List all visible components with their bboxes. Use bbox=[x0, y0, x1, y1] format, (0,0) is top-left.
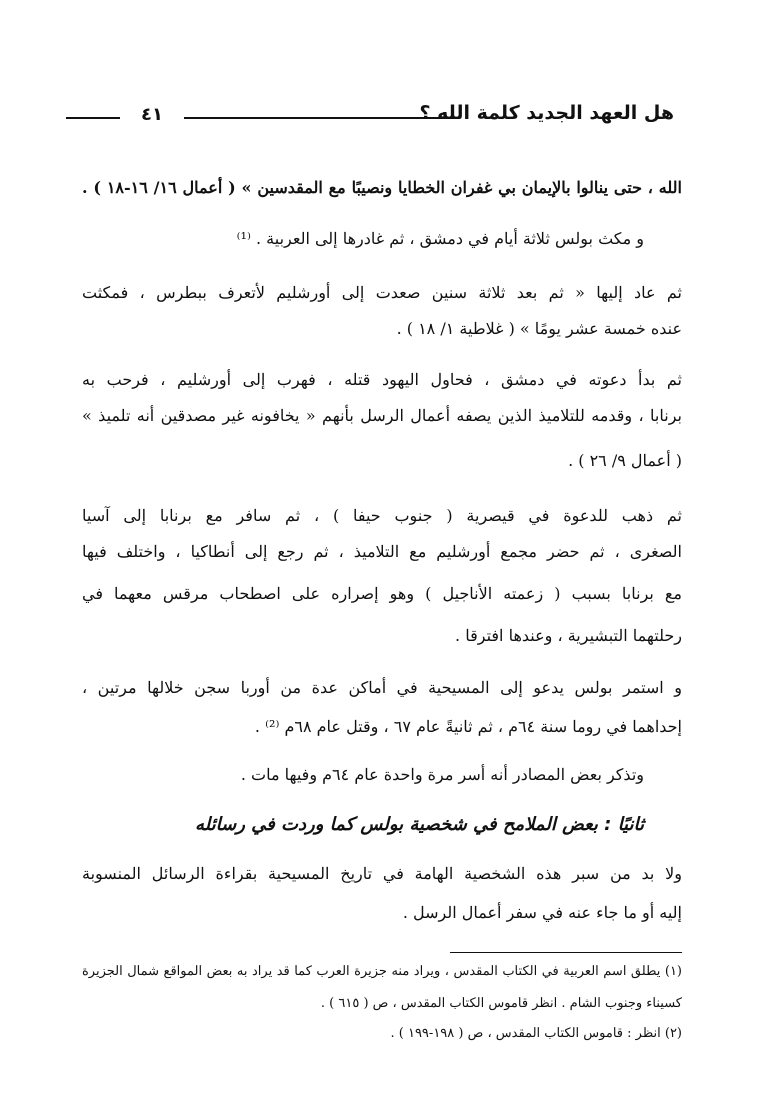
body-line: وتذكر بعض المصادر أنه أسر مرة واحدة عام ٦٤م وفيها مات . bbox=[240, 765, 644, 784]
body-line: ثم عاد إليها « ثم بعد ثلاثة سنين صعدت إلى أورشليم لأتعرف ببطرس ، فمكثت bbox=[82, 283, 682, 302]
footnote: (٢) انظر : قاموس الكتاب المقدس ، ص ( ١٩٨-١٩٩ ) . bbox=[390, 1026, 682, 1041]
header-rule bbox=[184, 117, 456, 119]
body-line: برنابا ، وقدمه للتلاميذ الذين يصفه أعمال الرسل بأنهم « يخافونه غير مصدقين أنه تلميذ » bbox=[82, 406, 682, 425]
body-line: و استمر بولس يدعو إلى المسيحية في أماكن عدة من أوربا سجن خلالها مرتين ، bbox=[82, 678, 682, 697]
page-number: ٤١ bbox=[141, 104, 163, 125]
body-line: ثم بدأ دعوته في دمشق ، فحاول اليهود قتله ، فهرب إلى أورشليم ، فرحب به bbox=[82, 370, 682, 389]
body-line: ثم ذهب للدعوة في قيصرية ( جنوب حيفا ) ، ثم سافر مع برنابا إلى آسيا bbox=[82, 506, 682, 525]
body-line: الله ، حتى ينالوا بالإيمان بي غفران الخطايا ونصيبًا مع المقدسين » ( أعمال ١٦/ ١٦-١٨ ) . bbox=[82, 178, 683, 197]
body-line: عنده خمسة عشر يومًا » ( غلاطية ١/ ١٨ ) . bbox=[396, 319, 682, 338]
body-line: ولا بد من سبر هذه الشخصية الهامة في تاريخ المسيحية بقراءة الرسائل المنسوبة bbox=[82, 864, 682, 883]
body-line: إليه أو ما جاء عنه في سفر أعمال الرسل . bbox=[402, 903, 682, 922]
body-line: الصغرى ، ثم حضر مجمع أورشليم مع التلاميذ ، ثم رجع إلى أنطاكيا ، واختلف فيها bbox=[82, 542, 682, 561]
footnote: (١) يطلق اسم العربية في الكتاب المقدس ، ويراد منه جزيرة العرب كما قد يراد به بعض المواقع شمال الجزيرة bbox=[82, 964, 682, 979]
body-line: و مكث بولس ثلاثة أيام في دمشق ، ثم غادرها إلى العربية . ⁽¹⁾ bbox=[236, 229, 644, 248]
footnote-separator bbox=[450, 952, 682, 953]
body-line: ( أعمال ٩/ ٢٦ ) . bbox=[568, 451, 682, 470]
body-line: مع برنابا بسبب ( زعمته الأناجيل ) وهو إصراره على اصطحاب مرقس معهما في bbox=[82, 584, 682, 603]
body-line: رحلتهما التبشيرية ، وعندها افترقا . bbox=[455, 626, 682, 645]
header-title: هل العهد الجديد كلمة الله ؟ bbox=[419, 102, 674, 124]
section-heading: ثانيًا : بعض الملامح في شخصية بولس كما وردت في رسائله bbox=[195, 814, 644, 835]
header-rule-end bbox=[66, 117, 120, 119]
body-line: إحداهما في روما سنة ٦٤م ، ثم ثانيةً عام ٦٧ ، وقتل عام ٦٨م ⁽²⁾ . bbox=[254, 717, 682, 736]
running-header bbox=[66, 98, 674, 134]
footnote: كسيناء وجنوب الشام . انظر قاموس الكتاب المقدس ، ص ( ٦١٥ ) . bbox=[320, 996, 682, 1011]
